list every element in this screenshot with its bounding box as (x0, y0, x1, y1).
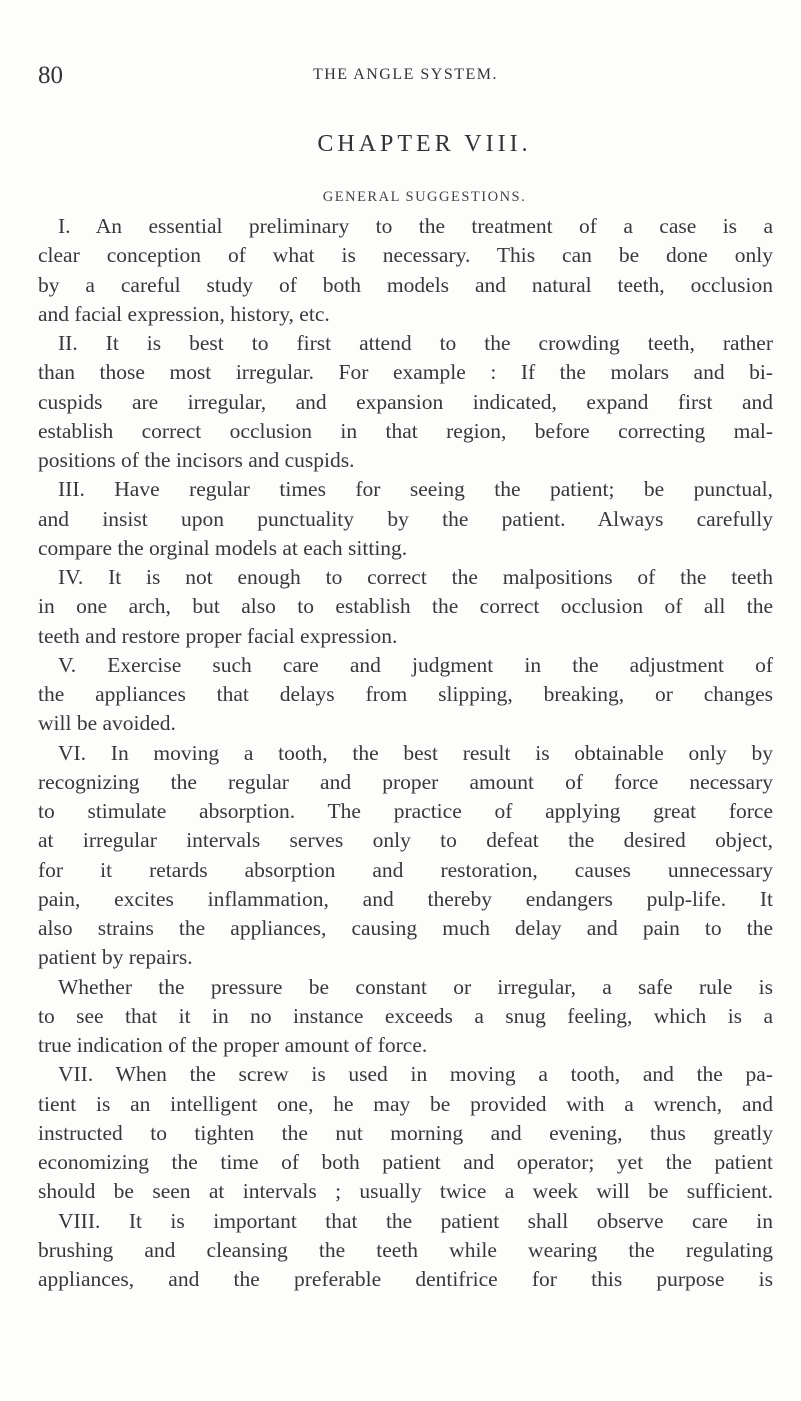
text-line: to stimulate absorption. The practice of applying great force (38, 799, 773, 823)
text-line: by a careful study of both models and natural teeth, occlusion (38, 272, 773, 297)
text-line: pain, excites inflammation, and thereby endangers pulp-life. It (38, 886, 773, 911)
running-title: THE ANGLE SYSTEM. (312, 66, 499, 83)
text-line: appliances, and the preferable dentifrice for this purpose is (38, 1267, 773, 1291)
text-line: positions of the incisors and cuspids. (38, 448, 355, 472)
text-line: VIII. It is important that the patient shall observe care in (58, 1208, 773, 1233)
text-line: VI. In moving a tooth, the best result is obtainable only by (58, 740, 773, 765)
text-line: Whether the pressure be constant or irregular, a safe rule is (58, 974, 773, 999)
text-line: II. It is best to first attend to the crowding teeth, rather (58, 331, 773, 355)
text-line: economizing the time of both patient and operator; yet the patient (38, 1150, 773, 1174)
text-line: in one arch, but also to establish the correct occlusion of all the (38, 594, 773, 619)
text-line: clear conception of what is necessary. This can be done only (38, 243, 773, 268)
body-text (38, 212, 773, 1294)
text-line: than those most irregular. For example : If the molars and bi- (38, 360, 773, 385)
text-line: tient is an intelligent one, he may be provided with a wrench, and (38, 1091, 773, 1116)
text-line: I. An essential preliminary to the treatment of a case is a (58, 214, 773, 238)
text-line: should be seen at intervals ; usually twice a week will be sufficient. (38, 1179, 773, 1204)
text-line: true indication of the proper amount of force. (38, 1033, 428, 1057)
text-line: and insist upon punctuality by the patient. Always carefully (38, 506, 773, 531)
text-line: will be avoided. (38, 711, 176, 736)
text-line: VII. When the screw is used in moving a tooth, and the pa- (58, 1062, 773, 1087)
text-line: instructed to tighten the nut morning and evening, thus greatly (38, 1120, 773, 1145)
text-line: V. Exercise such care and judgment in the adjustment of (58, 652, 773, 677)
text-line: III. Have regular times for seeing the patient; be punctual, (58, 477, 773, 502)
text-line: for it retards absorption and restoration, causes unnecessary (38, 857, 773, 882)
text-line: patient by repairs. (38, 945, 193, 970)
text-line: to see that it in no instance exceeds a snug feeling, which is a (38, 1003, 773, 1028)
text-line: cuspids are irregular, and expansion indicated, expand first and (38, 389, 773, 414)
page-number: 80 (38, 62, 63, 89)
text-line: compare the orginal models at each sitting. (38, 535, 408, 560)
chapter-title: CHAPTER VIII. (317, 131, 532, 157)
section-title: GENERAL SUGGESTIONS. (322, 189, 527, 205)
text-line: IV. It is not enough to correct the malpositions of the teeth (58, 565, 773, 589)
text-line: also strains the appliances, causing much delay and pain to the (38, 916, 773, 940)
text-line: brushing and cleansing the teeth while wearing the regulating (38, 1237, 773, 1262)
text-line: establish correct occlusion in that region, before correcting mal- (38, 418, 773, 443)
text-line: at irregular intervals serves only to defeat the desired object, (38, 828, 773, 853)
text-line: the appliances that delays from slipping, breaking, or changes (38, 682, 773, 706)
text-line: recognizing the regular and proper amount of force necessary (38, 769, 773, 794)
text-line: and facial expression, history, etc. (38, 301, 330, 326)
text-line: teeth and restore proper facial expression. (38, 623, 398, 648)
running-head (38, 62, 773, 88)
